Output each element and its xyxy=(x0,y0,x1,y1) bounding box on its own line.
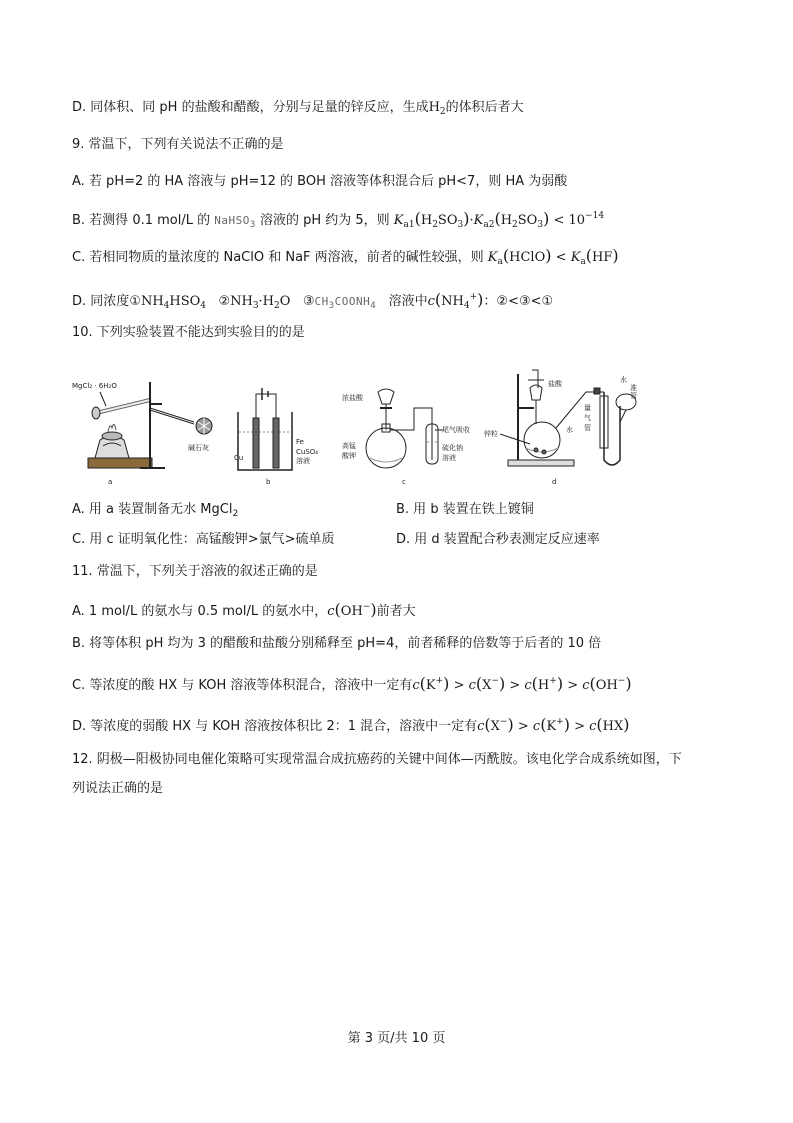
nh4-nh: NH xyxy=(441,294,464,309)
q11-a-tail: 前者大 xyxy=(376,604,416,619)
gas-tube-label-2: 气 xyxy=(584,414,591,422)
nh4hso4-hso: HSO xyxy=(169,294,201,309)
nh3-sub: 3 xyxy=(252,301,259,311)
q12-stem-line-1: 12. 阴极—阳极协同电催化策略可实现常温合成抗癌药的关键中间体—丙酰胺。该电化学合成系统如图，下 xyxy=(72,752,682,767)
gas-tube-label-1: 量 xyxy=(584,404,591,412)
apparatus-a xyxy=(72,382,212,486)
h2so3-so: SO xyxy=(437,213,458,228)
q8-option-d xyxy=(72,98,524,122)
solution-b-label: 溶液 xyxy=(296,457,310,465)
c-symbol-2: c xyxy=(468,678,476,693)
q11-option-c xyxy=(72,668,632,699)
paren: ( xyxy=(531,674,538,693)
c-symbol-3: c xyxy=(524,678,532,693)
ch3-sub: 3 xyxy=(328,301,335,311)
h2o-h: ·H xyxy=(258,294,275,309)
h2o-sub: 2 xyxy=(274,301,280,311)
nahso3-symbol: NaHSO xyxy=(214,214,250,227)
paren-open-2: ( xyxy=(494,209,501,228)
k-ion: K xyxy=(546,719,557,734)
x-ion: X xyxy=(490,719,500,734)
paren: ( xyxy=(596,715,603,734)
paren: ( xyxy=(484,715,491,734)
h2-subscript: 2 xyxy=(439,107,446,117)
c-symbol-1: c xyxy=(412,678,420,693)
h-charge: + xyxy=(549,676,557,686)
figure-b-label: b xyxy=(266,478,271,486)
h2so3-h-2: H xyxy=(500,213,513,228)
c-symbol-4: c xyxy=(582,678,590,693)
q9-d-text: D. 同浓度① xyxy=(72,294,141,309)
ka1-subscript: a1 xyxy=(403,220,415,230)
nh4-sup: + xyxy=(469,292,478,302)
paren-close: ) xyxy=(463,209,470,228)
nahso3-formula xyxy=(214,214,256,230)
gt-2: > xyxy=(574,719,585,734)
fe-label: Fe xyxy=(296,438,304,446)
h2so3-sub: 2 xyxy=(432,220,438,230)
figure-a-label: a xyxy=(108,478,113,486)
ion-order-expression-d xyxy=(477,715,630,734)
nh4hso4-sub2: 4 xyxy=(200,301,207,311)
q9-c-text: C. 若相同物质的量浓度的 NaClO 和 NaF 两溶液，前者的碱性较强，则 xyxy=(72,250,484,265)
gt-1: > xyxy=(453,678,465,693)
apparatus-d xyxy=(484,370,637,486)
q9-d-order: ：②<③<① xyxy=(483,294,554,309)
x-charge: − xyxy=(491,676,499,686)
paren-open: ( xyxy=(434,290,442,309)
nh4-sub: 4 xyxy=(463,301,470,311)
ch3coonh4-formula xyxy=(314,295,377,311)
hclo-formula: HClO xyxy=(509,250,546,265)
q9-option-d xyxy=(72,284,553,319)
ka1-symbol: K xyxy=(393,213,404,228)
paren: ) xyxy=(623,715,630,734)
q11-c-text: C. 等浓度的酸 HX 与 KOH 溶液等体积混合，溶液中一定有 xyxy=(72,678,413,693)
level-tube-label-2: 准 xyxy=(630,384,637,392)
hcl-label: 盐酸 xyxy=(548,380,562,388)
paren: ) xyxy=(498,674,506,693)
ch3-ch: CH xyxy=(314,295,329,308)
q10-option-b: B. 用 b 装置在铁上镀铜 xyxy=(396,502,534,517)
ka-symbol: K xyxy=(487,250,498,265)
gt-1: > xyxy=(517,719,529,734)
h-ion: H xyxy=(537,678,550,693)
paren-open: ( xyxy=(334,600,341,619)
gt-2: > xyxy=(509,678,521,693)
oh-ion: OH xyxy=(595,678,618,693)
q9-b-mid: 溶液的 pH 约为 5，则 xyxy=(259,213,390,228)
q10-a-text: A. 用 a 装置制备无水 MgCl xyxy=(72,502,233,517)
paren: ) xyxy=(625,674,632,693)
apparatus-b xyxy=(234,388,318,486)
c-nh4-expression xyxy=(427,290,484,311)
paren: ( xyxy=(419,674,426,693)
h2so3-so-2: SO xyxy=(517,213,538,228)
hx-formula: HX xyxy=(602,719,624,734)
q10-option-c: C. 用 c 证明氧化性：高锰酸钾>氯气>硫单质 xyxy=(72,532,335,547)
q10-stem: 10. 下列实验装置不能达到实验目的的是 xyxy=(72,325,305,340)
c-symbol: c xyxy=(427,294,435,309)
h2-formula xyxy=(429,100,446,115)
exponent: −14 xyxy=(585,211,605,221)
paren-close: ) xyxy=(545,246,552,265)
ka-product-expression xyxy=(393,209,605,230)
x-ion: X xyxy=(482,678,492,693)
paren-close: ) xyxy=(370,600,377,619)
less-than: < xyxy=(555,250,567,265)
q11-option-a xyxy=(72,594,416,625)
kmno4-label-1: 高锰 xyxy=(342,442,356,450)
nh4hso4-formula xyxy=(141,294,206,309)
circle-2: ② xyxy=(218,294,231,309)
figure-d-label: d xyxy=(552,478,557,486)
na2s-label-2: 溶液 xyxy=(442,454,456,462)
coonh-sub: 4 xyxy=(370,301,377,311)
ka2-subscript: a2 xyxy=(483,220,495,230)
paren-close-2: ) xyxy=(612,246,619,265)
paren-open-2: ( xyxy=(585,246,593,265)
ion-order-expression-c xyxy=(412,674,632,693)
q12-stem-line-2: 列说法正确的是 xyxy=(72,781,164,796)
q9-d-mid: 溶液中 xyxy=(388,294,428,309)
level-tube-label-3: 管 xyxy=(630,392,637,400)
hf-formula: HF xyxy=(592,250,613,265)
zinc-label: 锌粒 xyxy=(484,430,498,438)
h2so3-sub2: 3 xyxy=(457,220,464,230)
ka-symbol-2: K xyxy=(570,250,581,265)
nh3h2o-formula xyxy=(230,294,290,309)
q10-option-d: D. 用 d 装置配合秒表测定反应速率 xyxy=(396,532,600,547)
nh4hso4-nh: NH xyxy=(140,294,164,309)
ka-subscript-2: a xyxy=(580,257,586,267)
paren-open: ( xyxy=(414,209,421,228)
paren-close-2: ) xyxy=(543,209,550,228)
gt-3: > xyxy=(567,678,579,693)
apparatus-c xyxy=(342,389,470,486)
k-charge: + xyxy=(556,717,564,727)
gas-tube-label-3: 管 xyxy=(584,424,591,432)
coonh-text: COONH xyxy=(334,295,371,308)
ka-compare-expression xyxy=(487,246,619,267)
page-number: 第 3 页/共 10 页 xyxy=(347,1031,446,1046)
water-label: 水 xyxy=(566,426,573,434)
level-tube-label-1: 水 xyxy=(620,376,627,384)
paren: ) xyxy=(507,715,514,734)
oh-formula: OH xyxy=(340,604,363,619)
q9-option-b xyxy=(72,203,604,238)
c-symbol-3: c xyxy=(589,719,597,734)
less-than-ten: < 10 xyxy=(553,213,586,228)
nahso3-subscript: 3 xyxy=(249,220,256,230)
q11-option-d xyxy=(72,709,630,740)
oh-charge: − xyxy=(362,602,371,612)
ka2-symbol: K xyxy=(473,213,484,228)
soda-lime-label: 碱石灰 xyxy=(188,444,209,452)
oh-charge: − xyxy=(617,676,626,686)
q9-stem: 9. 常温下，下列有关说法不正确的是 xyxy=(72,137,284,152)
q11-d-text: D. 等浓度的弱酸 HX 与 KOH 溶液按体积比 2：1 混合，溶液中一定有 xyxy=(72,719,478,734)
paren: ) xyxy=(556,674,564,693)
q8-d-text: D. 同体积、同 pH 的盐酸和醋酸，分别与足量的锌反应，生成 xyxy=(72,100,429,115)
q11-option-b: B. 将等体积 pH 均为 3 的醋酸和盐酸分别稀释至 pH=4，前者稀释的倍数等于后者的 10 倍 xyxy=(72,636,602,651)
c-symbol-2: c xyxy=(532,719,541,734)
h2so3-sub-3: 2 xyxy=(512,220,518,230)
paren: ) xyxy=(563,715,570,734)
apparatus-figure xyxy=(0,352,793,492)
paren: ( xyxy=(475,674,483,693)
h2o-o: O xyxy=(279,294,291,309)
h2-symbol: H xyxy=(428,100,440,115)
nh4hso4-sub1: 4 xyxy=(163,301,170,311)
paren: ( xyxy=(589,674,596,693)
paren: ) xyxy=(443,674,450,693)
circle-3: ③ xyxy=(302,294,315,309)
q8-d-tail: 的体积后者大 xyxy=(445,100,524,115)
q9-b-text: B. 若测得 0.1 mol/L 的 xyxy=(72,213,211,228)
q11-stem: 11. 常温下，下列关于溶液的叙述正确的是 xyxy=(72,564,318,579)
na2s-label-1: 硫化钠 xyxy=(442,444,463,452)
k-ion: K xyxy=(425,678,436,693)
figure-c-label: c xyxy=(402,478,406,486)
paren-close: ) xyxy=(477,290,484,309)
paren-open: ( xyxy=(502,246,510,265)
x-charge: − xyxy=(499,717,508,727)
k-charge: + xyxy=(435,676,444,686)
q9-option-c xyxy=(72,243,619,275)
nh3-nh: NH xyxy=(230,294,253,309)
ka-subscript: a xyxy=(497,257,503,267)
h2so3-sub-4: 3 xyxy=(537,220,544,230)
multiply-dot: · xyxy=(469,213,474,228)
q9-option-a: A. 若 pH=2 的 HA 溶液与 pH=12 的 BOH 溶液等体积混合后 pH<7，则 HA 为弱酸 xyxy=(72,174,568,189)
cuso4-label: CuSO₄ xyxy=(296,448,319,456)
conc-hcl-label: 浓盐酸 xyxy=(342,394,363,402)
paren: ( xyxy=(540,715,547,734)
q10-option-a xyxy=(72,500,238,524)
c-oh-expression xyxy=(327,600,377,619)
mgcl2-subscript: 2 xyxy=(232,509,239,519)
mgcl2-label: MgCl₂ · 6H₂O xyxy=(72,382,117,390)
c-symbol-1: c xyxy=(477,719,485,734)
cu-label: Cu xyxy=(234,454,244,462)
tail-gas-label: 尾气吸收 xyxy=(442,426,470,434)
q11-a-text: A. 1 mol/L 的氨水与 0.5 mol/L 的氨水中， xyxy=(72,604,328,619)
kmno4-label-2: 酸钾 xyxy=(342,452,356,460)
c-symbol: c xyxy=(327,604,335,619)
h2so3-h: H xyxy=(420,213,433,228)
